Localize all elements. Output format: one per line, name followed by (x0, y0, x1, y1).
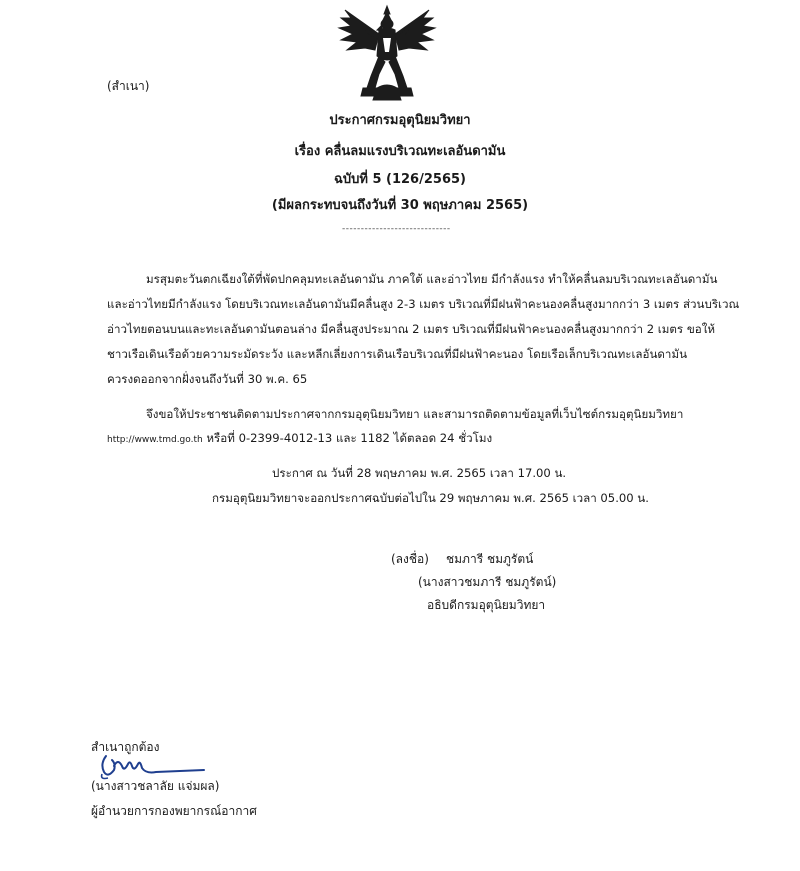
signed-label: (ลงชื่อ) (391, 552, 429, 566)
paragraph-line: จึงขอให้ประชาชนติดตามประกาศจากกรมอุตุนิยมวิทยา และสามารถติดตามข้อมูลที่เว็บไซต์กรมอุตุนิยมวิทยา (146, 407, 684, 421)
website-link[interactable]: http://www.tmd.go.th (107, 435, 203, 445)
signatory-full-name: (นางสาวชมภารี ชมภูรัตน์) (418, 575, 557, 589)
certified-copy-label: สำเนาถูกต้อง (91, 740, 160, 754)
contact-line (107, 430, 492, 448)
copy-label: (สำเนา) (107, 79, 150, 93)
paragraph-line: และอ่าวไทยมีกำลังแรง โดยบริเวณทะเลอันดามันมีคลื่นสูง 2-3 เมตร บริเวณที่มีฝนฟ้าคะนองคลื่นสูงมากกว่า 3 เมตร ส่วนบริเวณ (107, 297, 740, 311)
signatory-position: อธิบดีกรมอุตุนิยมวิทยา (427, 598, 546, 612)
contact-phone: หรือที่ 0-2399-4012-13 และ 1182 ได้ตลอด 24 ชั่วโมง (206, 431, 493, 445)
effective-date: (มีผลกระทบจนถึงวันที่ 30 พฤษภาคม 2565) (271, 198, 529, 213)
certifier-name: (นางสาวชลาลัย แจ่มผล) (91, 779, 220, 793)
garuda-emblem-icon (337, 4, 437, 104)
separator-line: ----------------------------- (342, 224, 451, 234)
announce-date: ประกาศ ณ วันที่ 28 พฤษภาคม พ.ศ. 2565 เวลา 17.00 น. (272, 466, 567, 480)
next-issue: กรมอุตุนิยมวิทยาจะออกประกาศฉบับต่อไปใน 29 พฤษภาคม พ.ศ. 2565 เวลา 05.00 น. (212, 491, 649, 505)
paragraph-line: ชาวเรือเดินเรือด้วยความระมัดระวัง และหลีกเลี่ยงการเดินเรือบริเวณที่มีฝนฟ้าคะนอง โดยเรือเล็กบริเวณทะเลอันดามัน (107, 347, 688, 361)
announcement-title: ประกาศกรมอุตุนิยมวิทยา (329, 113, 471, 128)
signed-name: ชมภารี ชมภูรัตน์ (446, 552, 534, 566)
paragraph-line: ควรงดออกจากฝั่งจนถึงวันที่ 30 พ.ค. 65 (107, 372, 308, 386)
certifier-position: ผู้อำนวยการกองพยากรณ์อากาศ (91, 804, 257, 818)
issue-number: ฉบับที่ 5 (126/2565) (334, 172, 466, 187)
paragraph-line: อ่าวไทยตอนบนและทะเลอันดามันตอนล่าง มีคลื่นสูงประมาณ 2 เมตร บริเวณที่มีฝนฟ้าคะนองคลื่นสูงมากกว่า 2 เมตร ขอให้ (107, 322, 716, 336)
announcement-subject: เรื่อง คลื่นลมแรงบริเวณทะเลอันดามัน (294, 144, 506, 159)
paragraph-line: มรสุมตะวันตกเฉียงใต้ที่พัดปกคลุมทะเลอันดามัน ภาคใต้ และอ่าวไทย มีกำลังแรง ทำให้คลื่นลมบริเวณทะเลอันดามัน (146, 272, 718, 286)
